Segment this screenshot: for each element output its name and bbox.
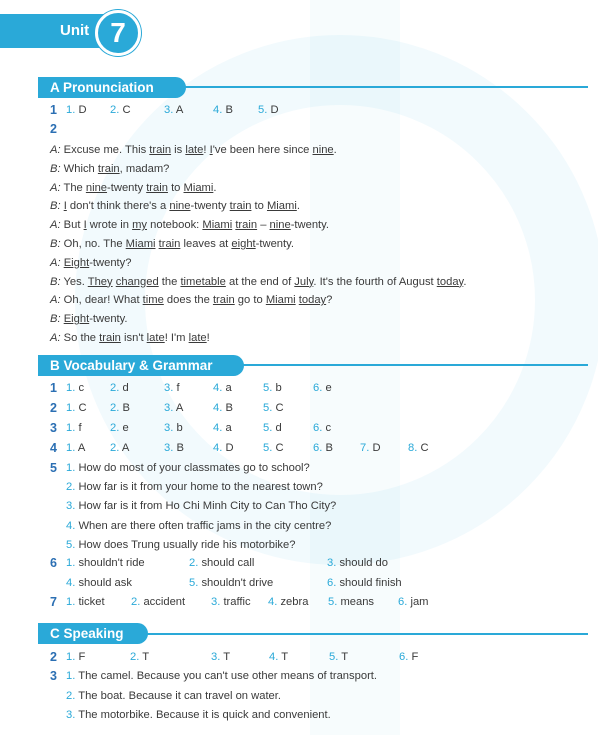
stressed-word: late bbox=[188, 332, 207, 344]
answer-item bbox=[110, 103, 131, 118]
answer-value: C bbox=[119, 104, 131, 116]
stressed-word: late bbox=[185, 144, 204, 156]
stressed-word: train bbox=[99, 332, 121, 344]
stressed-word: nine bbox=[312, 144, 334, 156]
answer-key: 4. bbox=[213, 104, 223, 116]
dialogue-line bbox=[50, 181, 216, 196]
answer-key: 3. bbox=[164, 382, 174, 394]
dialogue-text: don't think there's a bbox=[66, 200, 170, 213]
answer-value: The motorbike. Because it is quick and convenient. bbox=[75, 709, 331, 721]
answer-key: 1. bbox=[66, 104, 76, 116]
dialogue-text: -twenty. bbox=[255, 238, 294, 250]
dialogue-text: -twenty. bbox=[89, 313, 128, 326]
speaker-label: B: bbox=[50, 313, 61, 326]
answer-item bbox=[110, 441, 129, 456]
answer-key: 3. bbox=[164, 442, 174, 454]
answer-item bbox=[313, 381, 332, 396]
answer-value: D bbox=[369, 442, 381, 454]
answer-key: 1. bbox=[66, 402, 76, 414]
dialogue-line bbox=[50, 218, 329, 233]
answer-key: 5. bbox=[258, 104, 268, 116]
answer-value: a bbox=[222, 422, 232, 434]
section-b-heading: B Vocabulary & Grammar bbox=[38, 355, 244, 376]
speaker-label: A: bbox=[50, 332, 61, 344]
b6-number bbox=[50, 556, 57, 572]
stressed-word: today bbox=[298, 294, 327, 307]
answer-item bbox=[66, 103, 87, 118]
dialogue-text: – bbox=[257, 219, 270, 232]
answer-key: 3. bbox=[327, 557, 337, 569]
answer-key: 3. bbox=[164, 402, 174, 414]
dialogue-line bbox=[50, 293, 332, 308]
answer-value: c bbox=[322, 422, 332, 434]
stressed-word: changed bbox=[115, 275, 159, 288]
dialogue-text: ! I'm bbox=[164, 332, 189, 344]
answer-value: B bbox=[322, 442, 333, 454]
answer-value: should call bbox=[198, 557, 255, 569]
answer-key: 1. bbox=[66, 557, 76, 569]
speaker-label: B: bbox=[50, 162, 61, 175]
answer-key: 3. bbox=[66, 500, 76, 513]
exercise-number: 4 bbox=[50, 441, 57, 455]
stressed-word: nine bbox=[169, 200, 191, 213]
answer-value: A bbox=[119, 442, 130, 454]
list-item bbox=[66, 519, 331, 534]
answer-item bbox=[268, 595, 308, 610]
answer-value: F bbox=[408, 651, 419, 663]
stressed-word: today bbox=[436, 275, 464, 288]
answer-value: A bbox=[75, 442, 86, 454]
answer-item bbox=[398, 595, 428, 610]
list-item bbox=[66, 669, 377, 684]
list-item bbox=[66, 461, 310, 476]
stressed-word: They bbox=[87, 275, 113, 288]
stressed-word: I bbox=[63, 200, 67, 213]
dialogue-text: to bbox=[251, 200, 267, 213]
answer-value: The boat. Because it can travel on water. bbox=[75, 689, 281, 702]
answer-item bbox=[164, 421, 183, 436]
answer-key: 2. bbox=[131, 596, 141, 608]
dialogue-line bbox=[50, 237, 294, 252]
unit-number-badge: 7 bbox=[95, 10, 141, 56]
dialogue-text: Oh, dear! What bbox=[60, 294, 143, 307]
dialogue-text: , madam? bbox=[119, 162, 170, 175]
answer-item bbox=[211, 650, 230, 665]
dialogue-text: . bbox=[296, 200, 300, 213]
answer-key: 1. bbox=[66, 442, 76, 454]
answer-value: How do most of your classmates go to school? bbox=[75, 462, 310, 474]
exercise-number: 1 bbox=[50, 381, 57, 395]
dialogue-text: at the end of bbox=[225, 275, 295, 288]
stressed-word: Miami bbox=[183, 181, 214, 194]
answer-value: should ask bbox=[75, 576, 132, 589]
answer-item bbox=[164, 441, 184, 456]
answer-value: d bbox=[119, 382, 129, 394]
answer-value: B bbox=[173, 442, 184, 454]
b4-row bbox=[50, 441, 429, 457]
answer-item bbox=[110, 381, 129, 396]
dialogue-text: go to bbox=[234, 294, 266, 307]
stressed-word: train bbox=[229, 200, 252, 213]
grid-item bbox=[327, 556, 388, 571]
answer-key: 3. bbox=[66, 709, 76, 721]
dialogue-line bbox=[50, 143, 337, 158]
answer-value: C bbox=[417, 442, 429, 454]
dialogue-text: . bbox=[333, 144, 337, 156]
dialogue-text: -twenty bbox=[107, 181, 147, 194]
list-item bbox=[66, 499, 336, 514]
dialogue-line bbox=[50, 312, 128, 327]
dialogue-text: wrote in bbox=[86, 219, 133, 232]
answer-key: 2. bbox=[110, 422, 120, 434]
answer-item bbox=[258, 103, 279, 118]
answer-key: 5. bbox=[263, 422, 273, 434]
answer-item bbox=[263, 441, 284, 456]
stressed-word: late bbox=[146, 332, 165, 344]
stressed-word: train bbox=[158, 238, 181, 250]
dialogue-text: So the bbox=[60, 332, 100, 344]
answer-item bbox=[164, 381, 180, 396]
answer-item bbox=[408, 441, 429, 456]
answer-item bbox=[263, 381, 282, 396]
answer-key: 2. bbox=[110, 442, 120, 454]
answer-item bbox=[66, 421, 82, 436]
grid-item bbox=[327, 576, 402, 591]
answer-value: f bbox=[75, 422, 82, 434]
answer-key: 2. bbox=[130, 651, 140, 663]
exercise-number: 1 bbox=[50, 103, 57, 117]
stressed-word: nine bbox=[85, 181, 108, 194]
exercise-number: 3 bbox=[50, 669, 57, 683]
answer-value: When are there often traffic jams in the city centre? bbox=[75, 519, 332, 532]
answer-key: 1. bbox=[66, 670, 76, 682]
answer-item bbox=[66, 441, 85, 456]
exercise-number: 2 bbox=[50, 650, 57, 664]
grid-item bbox=[66, 576, 132, 591]
dialogue-text: leaves at bbox=[180, 238, 232, 250]
dialogue-text: Yes. bbox=[60, 275, 88, 288]
speaker-label: B: bbox=[50, 275, 61, 288]
dialogue-text: does the bbox=[163, 294, 213, 307]
answer-key: 5. bbox=[66, 538, 76, 551]
list-item bbox=[66, 689, 281, 704]
answer-key: 4. bbox=[213, 382, 223, 394]
stressed-word: train bbox=[212, 294, 235, 307]
answer-item bbox=[263, 421, 282, 436]
answer-item bbox=[328, 595, 374, 610]
answer-item bbox=[213, 401, 233, 416]
answer-item bbox=[164, 401, 183, 416]
exercise-number: 6 bbox=[50, 556, 57, 570]
answer-value: e bbox=[119, 422, 129, 434]
answer-key: 6. bbox=[313, 382, 323, 394]
b2-row bbox=[50, 401, 284, 417]
answer-value: b bbox=[272, 382, 282, 394]
dialogue-text: isn't bbox=[120, 332, 147, 344]
answer-item bbox=[213, 441, 234, 456]
answer-item bbox=[399, 650, 418, 665]
answer-key: 5. bbox=[263, 402, 273, 414]
answer-item bbox=[130, 650, 149, 665]
dialogue-text: The bbox=[60, 181, 86, 194]
answer-item bbox=[66, 401, 87, 416]
stressed-word: time bbox=[142, 294, 164, 307]
answer-key: 4. bbox=[213, 442, 223, 454]
answer-value: shouldn't ride bbox=[75, 557, 145, 569]
exercise-number: 7 bbox=[50, 595, 57, 609]
stressed-word: I bbox=[83, 219, 87, 232]
answer-key: 3. bbox=[164, 104, 174, 116]
stressed-word: train bbox=[235, 219, 258, 232]
dialogue-line bbox=[50, 331, 210, 346]
dialogue-text: . bbox=[463, 275, 467, 288]
stressed-word: Eight bbox=[63, 256, 90, 269]
answer-value: b bbox=[173, 422, 183, 434]
stressed-word: nine bbox=[269, 219, 291, 232]
list-item bbox=[66, 708, 331, 723]
answer-value: e bbox=[322, 382, 332, 394]
answer-key: 2. bbox=[110, 402, 120, 414]
answer-key: 6. bbox=[327, 576, 337, 589]
answer-value: How far is it from your home to the nearest town? bbox=[75, 481, 323, 494]
answer-value: How far is it from Ho Chi Minh City to Can Tho City? bbox=[75, 500, 337, 513]
answer-key: 6. bbox=[313, 422, 323, 434]
answer-value: The camel. Because you can't use other means of transport. bbox=[75, 670, 378, 682]
answer-key: 1. bbox=[66, 462, 76, 474]
grid-item bbox=[189, 576, 273, 591]
stressed-word: train bbox=[149, 144, 172, 156]
dialogue-text: is bbox=[171, 144, 186, 156]
answer-item bbox=[313, 421, 331, 436]
grid-item bbox=[66, 556, 145, 571]
stressed-word: Miami bbox=[266, 200, 297, 213]
answer-item bbox=[313, 441, 333, 456]
answer-key: 6. bbox=[399, 651, 409, 663]
answer-item bbox=[66, 595, 105, 610]
answer-key: 4. bbox=[66, 519, 76, 532]
speaker-label: B: bbox=[50, 238, 61, 250]
speaker-label: A: bbox=[50, 181, 61, 194]
answer-value: F bbox=[75, 651, 86, 663]
speaker-label: A: bbox=[50, 219, 61, 232]
stressed-word: Miami bbox=[125, 238, 156, 250]
answer-key: 2. bbox=[110, 104, 120, 116]
stressed-word: eight bbox=[231, 238, 256, 250]
b3-row bbox=[50, 421, 332, 437]
answer-value: should finish bbox=[336, 576, 402, 589]
answer-value: How does Trung usually ride his motorbike? bbox=[75, 538, 296, 551]
answer-value: C bbox=[75, 402, 87, 414]
dialogue-text: the bbox=[158, 275, 181, 288]
answer-item bbox=[66, 381, 84, 396]
answer-key: 1. bbox=[66, 382, 76, 394]
exercise-number: 3 bbox=[50, 421, 57, 435]
stressed-word: Eight bbox=[63, 313, 90, 326]
answer-value: c bbox=[75, 382, 85, 394]
stressed-word: train bbox=[146, 181, 168, 194]
answer-key: 1. bbox=[66, 596, 76, 608]
answer-value: A bbox=[173, 402, 184, 414]
answer-value: T bbox=[338, 651, 349, 663]
answer-key: 4. bbox=[213, 402, 223, 414]
answer-value: d bbox=[272, 422, 282, 434]
answer-value: T bbox=[278, 651, 289, 663]
answer-item bbox=[211, 595, 251, 610]
stressed-word: Miami bbox=[265, 294, 296, 307]
answer-key: 4. bbox=[66, 576, 76, 589]
stressed-word: train bbox=[97, 162, 120, 175]
speaker-label: A: bbox=[50, 256, 61, 269]
answer-item bbox=[213, 103, 233, 118]
answer-value: means bbox=[337, 596, 375, 608]
answer-key: 5. bbox=[329, 651, 339, 663]
stressed-word: my bbox=[132, 219, 148, 232]
stressed-word: July bbox=[294, 275, 314, 288]
answer-key: 6. bbox=[313, 442, 323, 454]
answer-item bbox=[110, 401, 130, 416]
answer-key: 4. bbox=[213, 422, 223, 434]
dialogue-text: -twenty bbox=[190, 200, 230, 213]
b7-row bbox=[50, 595, 429, 611]
dialogue-text: -twenty? bbox=[89, 256, 132, 269]
answer-item bbox=[213, 381, 232, 396]
answer-value: T bbox=[220, 651, 231, 663]
dialogue-text: Which bbox=[60, 162, 98, 175]
answer-item bbox=[110, 421, 129, 436]
stressed-word: Miami bbox=[202, 219, 233, 232]
answer-key: 5. bbox=[328, 596, 338, 608]
answer-key: 2. bbox=[66, 481, 76, 494]
answer-value: B bbox=[222, 104, 233, 116]
dialogue-text: Excuse me. This bbox=[60, 144, 150, 156]
speaker-label: A: bbox=[50, 144, 61, 156]
answer-item bbox=[263, 401, 284, 416]
answer-value: zebra bbox=[277, 596, 309, 608]
answer-item bbox=[329, 650, 348, 665]
b1-row bbox=[50, 381, 332, 397]
answer-key: 3. bbox=[164, 422, 174, 434]
section-c-heading: C Speaking bbox=[38, 623, 148, 644]
answer-key: 2. bbox=[110, 382, 120, 394]
list-item bbox=[66, 480, 323, 495]
unit-label: Unit bbox=[60, 22, 90, 39]
exercise-number: 2 bbox=[50, 401, 57, 415]
answer-key: 7. bbox=[360, 442, 370, 454]
answer-key: 3. bbox=[211, 651, 221, 663]
dialogue-text: ! bbox=[203, 144, 210, 156]
a2-number-row bbox=[50, 122, 57, 138]
exercise-number: 2 bbox=[50, 122, 57, 136]
answer-value: D bbox=[75, 104, 87, 116]
answer-item bbox=[360, 441, 381, 456]
stressed-word: I bbox=[209, 144, 213, 156]
dialogue-text: -twenty. bbox=[290, 219, 330, 232]
dialogue-text: ! bbox=[206, 332, 210, 344]
dialogue-line bbox=[50, 199, 300, 214]
answer-key: 4. bbox=[269, 651, 279, 663]
answer-value: D bbox=[222, 442, 234, 454]
a1-row bbox=[50, 103, 279, 119]
answer-value: A bbox=[173, 104, 184, 116]
answer-value: a bbox=[222, 382, 232, 394]
c2-row bbox=[50, 650, 419, 666]
c3-number bbox=[50, 669, 57, 685]
answer-key: 4. bbox=[268, 596, 278, 608]
list-item bbox=[66, 538, 295, 553]
speaker-label: B: bbox=[50, 200, 61, 213]
answer-key: 1. bbox=[66, 422, 76, 434]
answer-item bbox=[131, 595, 185, 610]
dialogue-line bbox=[50, 275, 466, 290]
dialogue-text: ? bbox=[326, 294, 333, 307]
answer-item bbox=[213, 421, 232, 436]
answer-value: accident bbox=[140, 596, 186, 608]
answer-value: D bbox=[267, 104, 279, 116]
speaker-label: A: bbox=[50, 294, 61, 307]
dialogue-text: But bbox=[60, 219, 84, 232]
answer-value: C bbox=[272, 402, 284, 414]
answer-item bbox=[269, 650, 288, 665]
answer-value: B bbox=[222, 402, 233, 414]
answer-key: 5. bbox=[263, 382, 273, 394]
section-a-heading: A Pronunciation bbox=[38, 77, 186, 98]
dialogue-text: Oh, no. The bbox=[60, 238, 126, 250]
answer-value: C bbox=[272, 442, 284, 454]
answer-value: jam bbox=[407, 596, 429, 608]
answer-item bbox=[66, 650, 85, 665]
answer-value: traffic bbox=[220, 596, 251, 608]
answer-value: T bbox=[139, 651, 150, 663]
answer-value: B bbox=[119, 402, 130, 414]
answer-key: 3. bbox=[211, 596, 221, 608]
b5-number bbox=[50, 461, 57, 477]
answer-key: 2. bbox=[189, 557, 199, 569]
answer-value: ticket bbox=[75, 596, 105, 608]
answer-key: 5. bbox=[189, 576, 199, 589]
answer-key: 5. bbox=[263, 442, 273, 454]
dialogue-line bbox=[50, 256, 131, 271]
dialogue-text: 've been here since bbox=[212, 144, 313, 156]
dialogue-line bbox=[50, 162, 169, 177]
answer-key: 1. bbox=[66, 651, 76, 663]
stressed-word: timetable bbox=[180, 275, 226, 288]
answer-value: shouldn't drive bbox=[198, 576, 274, 589]
answer-key: 8. bbox=[408, 442, 418, 454]
answer-key: 2. bbox=[66, 689, 76, 702]
dialogue-text: . It's the fourth of August bbox=[313, 275, 437, 288]
grid-item bbox=[189, 556, 254, 571]
dialogue-text: . bbox=[213, 181, 217, 194]
exercise-number: 5 bbox=[50, 461, 57, 475]
answer-key: 6. bbox=[398, 596, 408, 608]
dialogue-text: notebook: bbox=[147, 219, 203, 232]
dialogue-text: to bbox=[167, 181, 184, 194]
answer-item bbox=[164, 103, 183, 118]
answer-value: should do bbox=[336, 557, 388, 569]
answer-value: f bbox=[173, 382, 180, 394]
